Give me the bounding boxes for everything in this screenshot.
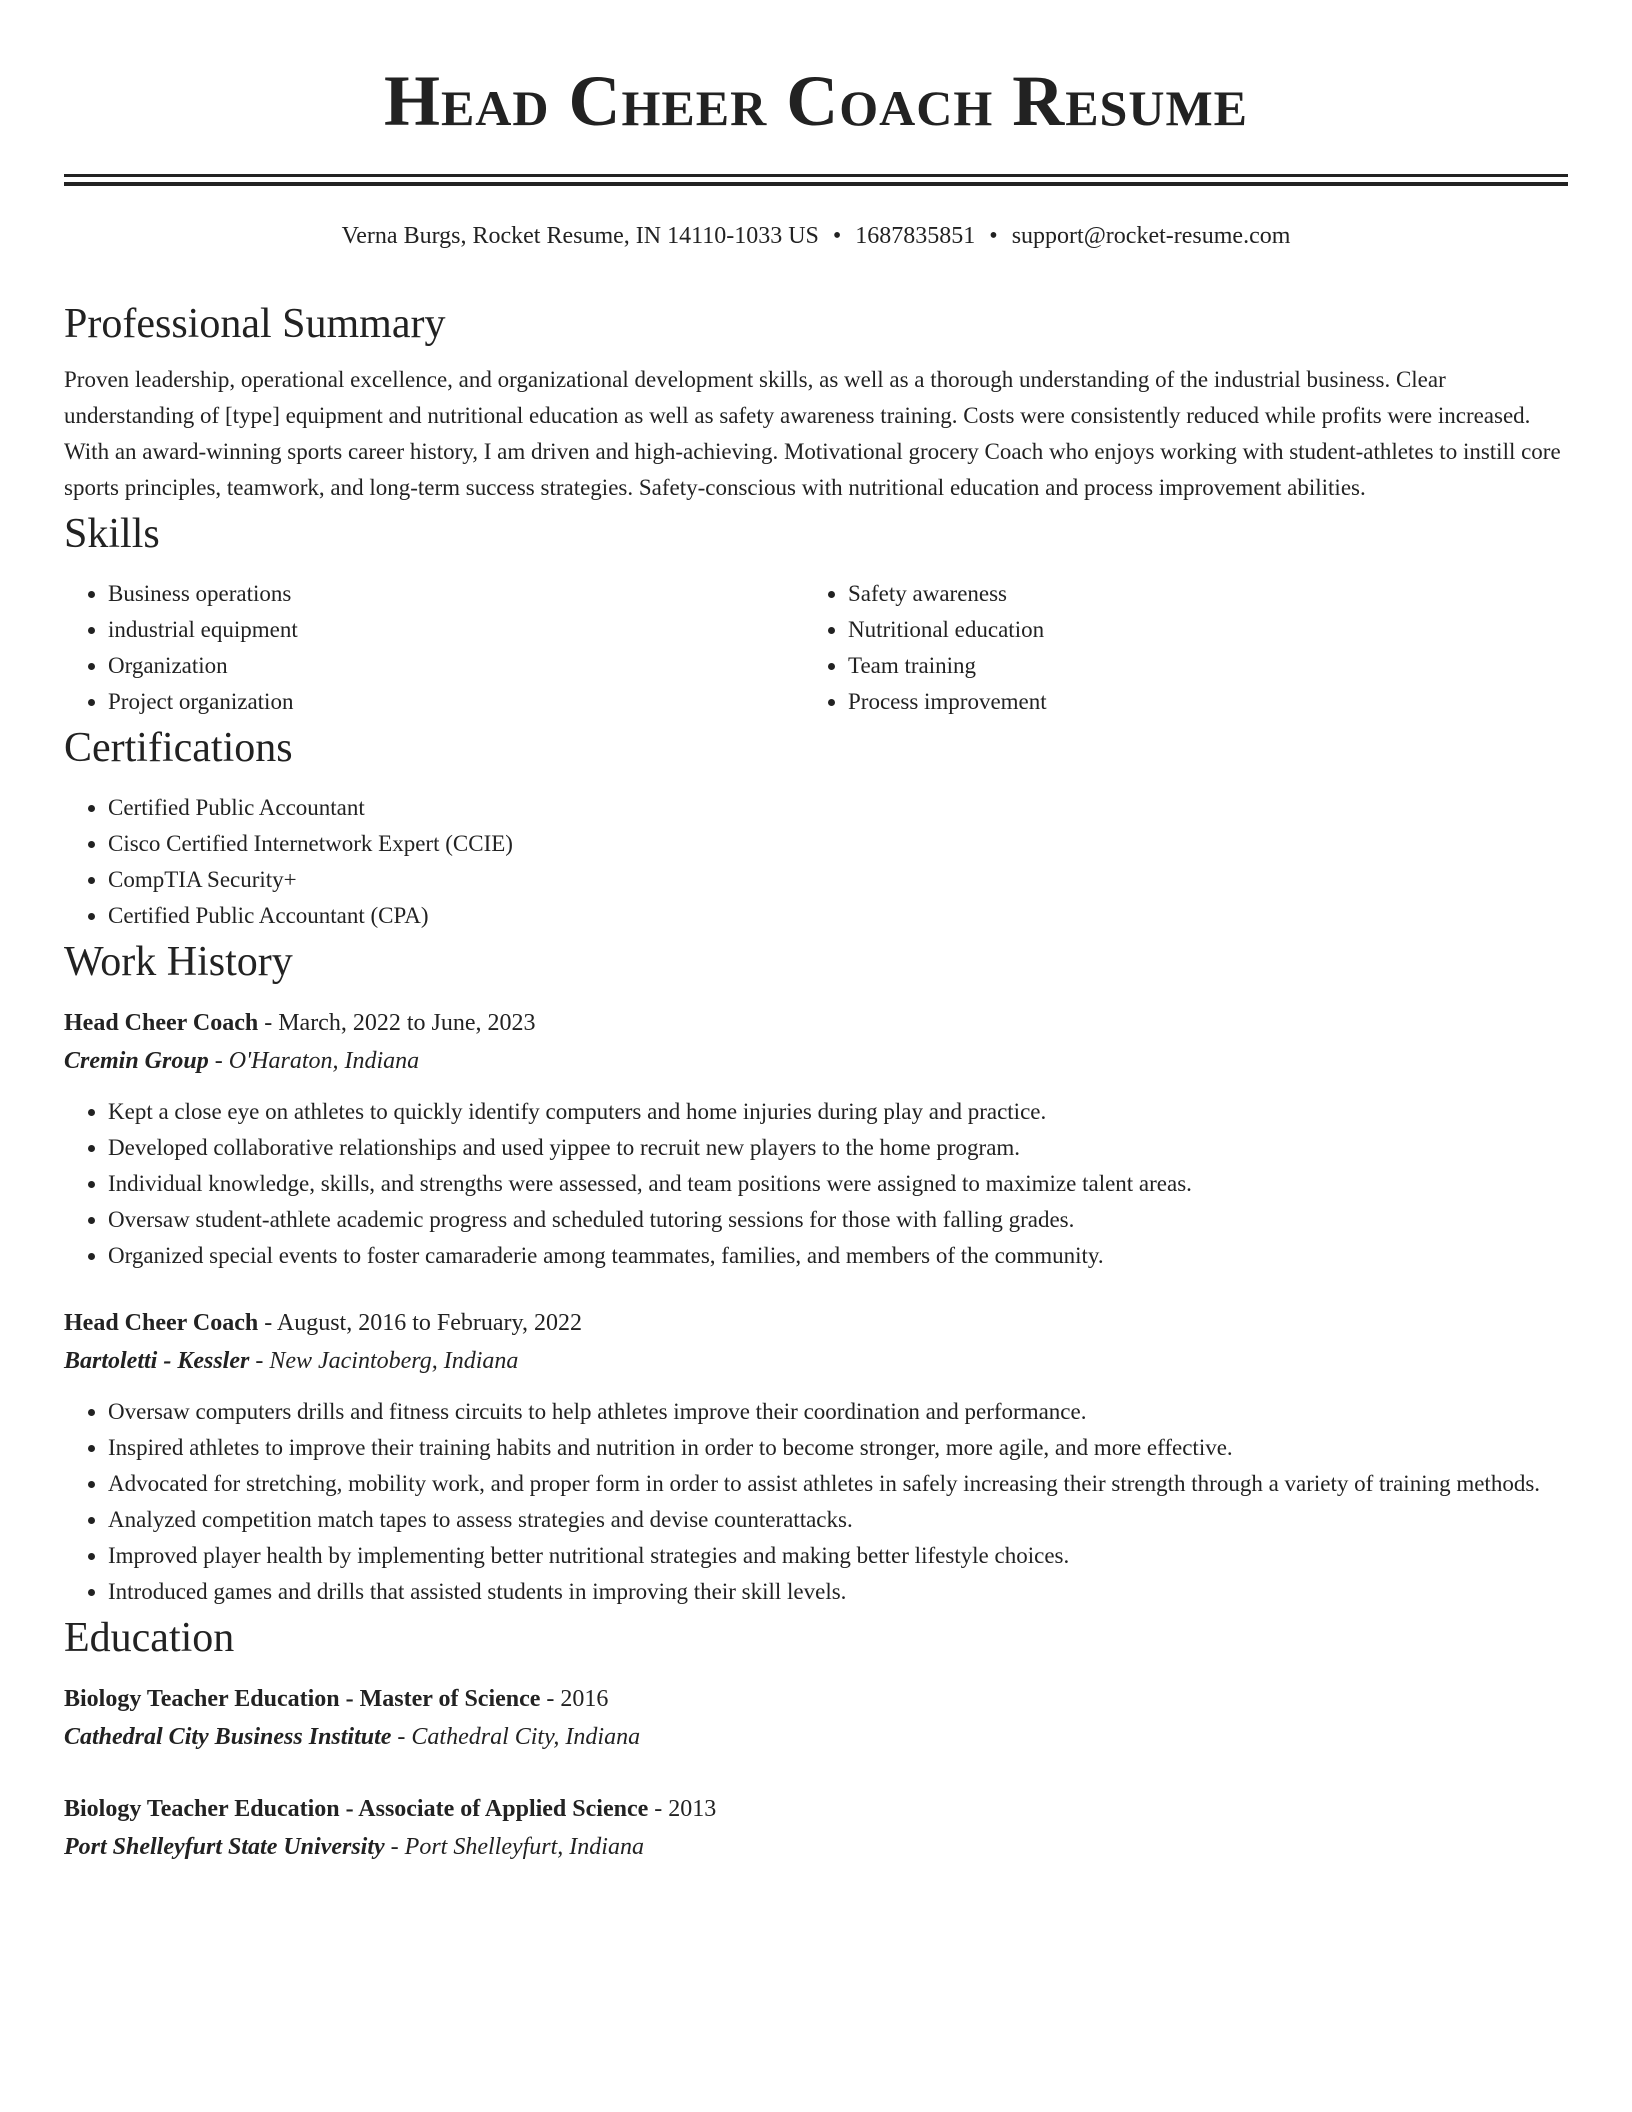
education-degree: Biology Teacher Education - Master of Science <box>64 1686 541 1712</box>
job-duty: • Kept a close eye on athletes to quickly identify computers and home injuries during play and practice. <box>108 1094 1568 1130</box>
contact-email: support@rocket-resume.com <box>1011 223 1291 249</box>
contact-phone: 1687835851 <box>855 223 976 249</box>
job-company: Cremin Group <box>64 1048 209 1074</box>
summary-text: Proven leadership, operational excellence, and organizational development skills, as well as a thorough understanding of the industrial business. Clear understanding of [type] equipment and nutritional education as well as safety awareness training. Costs were consistently reduced while profits were increased. With an award-winning sports career history, I am driven and high-achieving. Motivational grocery Coach who enjoys working with student-athletes to instill core sports principles, teamwork, and long-term success strategies. Safety-conscious with nutritional education and process improvement abilities. <box>64 367 1561 500</box>
job-duty: • Oversaw computers drills and fitness circuits to help athletes improve their coordination and performance. <box>108 1394 1568 1430</box>
certification-item: • Certified Public Accountant <box>108 790 1568 826</box>
skills-heading: Skills <box>64 511 160 557</box>
job-duties-list <box>64 1094 1568 1274</box>
certification-item: • CompTIA Security+ <box>108 862 1568 898</box>
certification-item: • Cisco Certified Internetwork Expert (CCIE) <box>108 826 1568 862</box>
skill-item: • Organization <box>108 648 804 684</box>
education-heading: Education <box>64 1615 235 1661</box>
contact-address: Verna Burgs, Rocket Resume, IN 14110-1033 US <box>341 223 819 249</box>
education-year: - 2016 <box>540 1686 609 1712</box>
job-duty: • Introduced games and drills that assisted students in improving their skill levels. <box>108 1574 1568 1610</box>
job-duty: • Organized special events to foster camaraderie among teammates, families, and members of the community. <box>108 1238 1568 1274</box>
job-header <box>64 1004 1568 1042</box>
job-location: - New Jacintoberg, Indiana <box>249 1348 519 1374</box>
education-institution <box>64 1828 1568 1866</box>
job-location: - O'Haraton, Indiana <box>208 1048 420 1074</box>
job-dates: - March, 2022 to June, 2023 <box>258 1010 536 1036</box>
summary-heading: Professional Summary <box>64 301 446 347</box>
job-duty: • Oversaw student-athlete academic progress and scheduled tutoring sessions for those with falling grades. <box>108 1202 1568 1238</box>
job-entry <box>64 1004 1568 1274</box>
job-entry <box>64 1304 1568 1610</box>
work-history-heading: Work History <box>64 939 293 985</box>
job-header <box>64 1304 1568 1342</box>
education-entry <box>64 1680 1568 1756</box>
job-duty: • Developed collaborative relationships and used yippee to recruit new players to the home program. <box>108 1130 1568 1166</box>
skill-item: • Nutritional education <box>848 612 1544 648</box>
job-duty: • Individual knowledge, skills, and strengths were assessed, and team positions were assigned to maximize talent areas. <box>108 1166 1568 1202</box>
skills-column-right <box>804 576 1544 720</box>
skill-item: • industrial equipment <box>108 612 804 648</box>
certification-item: • Certified Public Accountant (CPA) <box>108 898 1568 934</box>
education-header <box>64 1790 1568 1828</box>
job-duties-list <box>64 1394 1568 1610</box>
education-school: Port Shelleyfurt State University <box>64 1834 385 1860</box>
education-degree: Biology Teacher Education - Associate of Applied Science <box>64 1796 649 1822</box>
contact-separator: • <box>832 223 842 249</box>
education-institution <box>64 1718 1568 1756</box>
job-duty: • Analyzed competition match tapes to assess strategies and devise counterattacks. <box>108 1502 1568 1538</box>
job-duty: • Improved player health by implementing better nutritional strategies and making better lifestyle choices. <box>108 1538 1568 1574</box>
skill-item: • Business operations <box>108 576 804 612</box>
contact-separator: • <box>989 223 998 249</box>
job-employer <box>64 1342 1568 1380</box>
education-location: - Cathedral City, Indiana <box>391 1724 641 1750</box>
education-school: Cathedral City Business Institute <box>64 1724 392 1750</box>
skill-item: • Process improvement <box>848 684 1544 720</box>
job-company: Bartoletti - Kessler <box>64 1348 250 1374</box>
job-title: Head Cheer Coach <box>64 1010 259 1036</box>
skills-column-left <box>64 576 804 720</box>
education-year: - 2013 <box>648 1796 717 1822</box>
resume-title: Head Cheer Coach Resume <box>383 61 1249 141</box>
job-duty: • Advocated for stretching, mobility work, and proper form in order to assist athletes in safely increasing their strength through a variety of training methods. <box>108 1466 1568 1502</box>
skill-item: • Team training <box>848 648 1544 684</box>
title-divider <box>64 174 1568 186</box>
certifications-list <box>64 790 1568 934</box>
job-duty: • Inspired athletes to improve their training habits and nutrition in order to become stronger, more agile, and more effective. <box>108 1430 1568 1466</box>
job-title: Head Cheer Coach <box>64 1310 259 1336</box>
education-header <box>64 1680 1568 1718</box>
certifications-heading: Certifications <box>64 725 293 771</box>
skills-list <box>64 576 1568 720</box>
skill-item: • Safety awareness <box>848 576 1544 612</box>
skill-item: • Project organization <box>108 684 804 720</box>
job-employer <box>64 1042 1568 1080</box>
education-entry <box>64 1790 1568 1866</box>
job-dates: - August, 2016 to February, 2022 <box>258 1310 582 1336</box>
education-location: - Port Shelleyfurt, Indiana <box>384 1834 644 1860</box>
contact-line <box>64 220 1568 252</box>
